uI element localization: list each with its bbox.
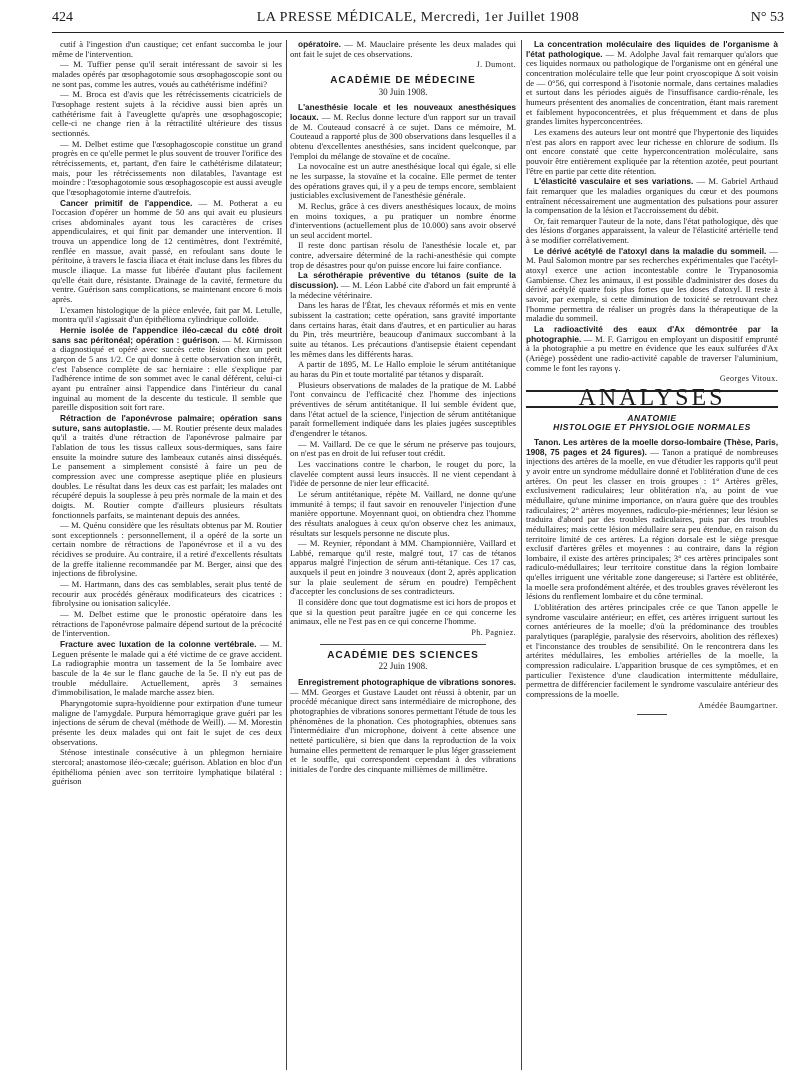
paragraph: A partir de 1895, M. Le Hallo emploie le sérum antitétanique au haras du Pin et toute mortalité par tétanos y disparaît.: [290, 359, 516, 379]
paragraph: [526, 438, 778, 602]
signature-dumont: J. Dumont.: [476, 60, 516, 70]
paragraph-body: — M. Paul Salomon montre par ses recherches expérimentales que l'acétyl-atoxyl exerce une action incontestable contre le Trypanosomia Gambiense. Chez les animaux, il est possible d'administrer des doses du dérivé acétylé quatre fois plus fortes que les doses d'atoxyl. Il reste à savoir, par exemple, si cette diminution de toxicité se retrouvant chez l'homme permettra de réaliser un progrès dans la thérapeutique de la maladie du sommeil.: [526, 245, 778, 324]
paragraph-body: — MM. Georges et Gustave Laudet ont réussi à obtenir, par un procédé mécanique direct sans intermédiaire de microphone, des photographies de vibrations sonores permettant l'étude de tous les phénomènes de la phonation. Ces photographies, obtenues sans l'intermédiaire d'un microphone, doivent à cette absence une netteté particulière, si bien que dans la reproduction de la voix humaine elles permettent de remarquer le plus léger grasseiement et le souffle, qui correspondent cependant à des vibrations initiales de l'ordre des cinquante millièmes de millimètre.: [290, 686, 516, 774]
paragraph: Dans les haras de l'État, les chevaux réformés et mis en vente subissent la castration; cette opération, sans gravité importante dans certains haras, était dans d'autres, et en particulier au haras du Pin, très meurtrière, beaucoup d'animaux succombant à la suite au tétanos. Les précautions d'antisepsie étaient cependant les mêmes dans les différents haras.: [290, 300, 516, 359]
paragraph-heading: La sérothérapie préventive du tétanos (suite de la discussion).: [290, 270, 516, 291]
paragraph: — M. Delbet estime que le pronostic opératoire dans les rétractions de l'aponévrose palmaire dépend surtout de la précocité de l'intervention.: [52, 609, 282, 639]
paragraph: [52, 326, 282, 413]
paragraph-heading: Enregistrement photographique de vibrations sonores.: [298, 677, 516, 688]
paragraph: [290, 678, 516, 775]
analyses-paragraphs: [526, 438, 778, 700]
signature-vitoux: Georges Vitoux.: [719, 374, 778, 384]
paragraph: [526, 40, 778, 127]
paragraph-body: — M. Léon Labbé cite d'abord un fait emprunté à la médecine vétérinaire.: [290, 280, 516, 300]
paragraph-heading: Cancer primitif de l'appendice.: [60, 197, 193, 208]
paragraph: La novocaïne est un autre anesthésique local qui égale, si elle ne les surpasse, la stovaïne et la cocaïne. Elle permet de tenter des opérations graves qui, il y a peu de temps encore, semblaient justiciables exclusivement de l'anesthésie générale.: [290, 161, 516, 201]
paragraph: Il considère donc que tout dogmatisme est ici hors de propos et que si la question peut paraître jugée en ce qui concerne les animaux, elle ne l'est pas en ce qui concerne l'homme.: [290, 597, 516, 627]
paragraph: M. Reclus, grâce à ces divers anesthésiques locaux, de moins en moins toxiques, a pu pratiquer un nombre énorme d'interventions (actuellement plus de 10.000) sans avoir observé un seul accident mortel.: [290, 200, 516, 240]
paragraph-body: — M. Routier présente deux malades qu'il a traités d'une rétraction de l'aponévrose palmaire par l'ablation de tous les tissus calleux sous-dermiques, sans faire ensuite la moindre suture des lambeaux cutanés ainsi disséqués. Le pansement a simplement consisté à faire un peu de compression avec une compresse aseptique pliée en plusieurs doubles. Le résultat dans les deux cas est parfait; les malades ont récupéré depuis la souplesse à peu près normale de la main et des doigts. M. Routier compte d'ailleurs plusieurs résultats fonctionnels parfaits, se maintenant depuis des années.: [52, 422, 282, 520]
paragraph: [526, 325, 778, 373]
paragraph-heading: La concentration moléculaire des liquides de l'organisme à l'état pathologique.: [526, 40, 778, 59]
paragraph-body: — Tanon a pratiqué de nombreuses injections des artères de la moelle, en vue d'étudier les rapports qu'il peut y avoir entre un syndrome médullaire donné et l'oblitération d'une de ces artères. On peut les classer en trois groupes : 1° Artères grêles, exclusivement radiculaires; leur oblitération n'a, au point de vue médullaire, qu'une minime importance, on n'aura guère que des troubles radiculaires; 2° artères moyennes, radiculo-pie-mériennes; leur lésion se traduira d'abord par des troubles radiculaires, puis par des troubles médullaires; mais cette lésion médullaire sera peu étendue, en raison du territoire limité de ces artères. La région dorsale est le siège presque exclusif d'artères grêles et moyennes : au contraire, dans la région lombaire, il existe des artères principales; 3° ces artères principales sont radiculo-médullaires; leur territoire constitue dans la région lombaire qu'elles irriguent une véritable zone dangereuse; si l'artère est oblitérée, la moelle sera profondément altérée, et des troubles graves révèleront les lésions du renflement lombaire et du cône terminal.: [526, 446, 778, 602]
anatomie-heading: ANATOMIE: [627, 412, 677, 423]
paragraph-body: — M. Kirmisson a diagnostiqué et opéré avec succès cette lésion chez un petit garçon de 5 ans 1/2. Ce qui donne à cette observation son intérêt, c'est l'absence complète de sac herniaire : elle s'explique par l'adhérence intime de son sommet avec le canal déférent, celui-ci ayant pu entraîner ainsi l'appendice dans l'intérieur du canal inguinal au moment de la descente du testicule. Il semble que pareille disposition soit fort rare.: [52, 334, 282, 413]
paragraph-heading: L'élasticité vasculaire et ses variations.: [534, 176, 694, 187]
histologie-heading: HISTOLOGIE ET PHYSIOLOGIE NORMALES: [553, 422, 751, 433]
paragraph-body: — M. F. Garrigou en employant un dispositif emprunté à la photographie a pu mettre en évidence que les eaux sulfurées d'Ax (Ariège) possèdent une radio-activité capable de traverser l'aluminium, comme le font les rayons γ.: [526, 333, 778, 373]
column-2: [290, 40, 516, 1070]
paragraph: — M. Delbet estime que l'œsophagoscopie constitue un grand progrès en ce qu'elle permet le plus souvent de trouver l'orifice des rétrécissements, et, partant, d'en faire le cathétérisme dilatateur; mais, pour les rétrécissements non dilatables, l'avantage est moindre : l'œsophagotomie sous œsophagoscopie est aussi aveugle que l'œsophagotomie interne d'autrefois.: [52, 138, 282, 197]
signature-pagniez: Ph. Pagniez.: [471, 628, 516, 638]
analyses-heading: ANALYSES: [526, 390, 778, 408]
column-divider-1: [286, 40, 287, 1070]
paragraph: L'examen histologique de la pièce enlevée, fait par M. Letulle, montra qu'il s'agissait d'un épithélioma cylindrique colloïde.: [52, 304, 282, 325]
page-number: 424: [52, 10, 73, 25]
paragraph-body: — M. Leguen présente le malade qui a été victime de ce grave accident. La radiographie montra un tassement de la 5e lombaire avec bascule de la 4e sur le flanc gauche de la 5e. Il n'y eut pas de trouble médullaire. Actuellement, après 3 semaines d'immobilisation, le malade marche assez bien.: [52, 639, 282, 698]
paragraph: Plusieurs observations de malades de la pratique de M. Labbé l'ont convaincu de l'efficacité chez l'homme des injections préventives de sérum antitétanique. Il lui semble évident que, dans l'état actuel de la science, l'injection de sérum antitétanique paraît formellement indiquée dans les plaies jugées susceptibles d'engendrer le tétanos.: [290, 379, 516, 438]
paragraph: Les examens des auteurs leur ont montré que l'hypertonie des liquides n'est pas alors en rapport avec leur richesse en chlorure de sodium. Ils ont encore constaté que cette hyperconcentration moléculaire, sans pouvoir être entièrement expliquée par la rétention azotée, peut pourtant l'être en partie par cette dite rétention.: [526, 126, 778, 176]
paragraph: — M. Quénu considère que les résultats obtenus par M. Routier sont exceptionnels : personnellement, il a opéré de la sorte un certain nombre de rétractions de l'aponévrose et il a vu des récidives se produire. Au contraire, il a retiré d'excellents résultats de la greffe italienne recommandée par M. Berger, ainsi que des injections de fibrolysine.: [52, 520, 282, 579]
paragraph: Le sérum antitétanique, répète M. Vaillard, ne donne qu'une immunité à temps; il faut savoir en renouveler l'injection d'une manière opportune. Moyennant quoi, on obtiendra chez l'homme des résultats analogues à ceux qu'on observe chez les animaux, résultats sur lesquels personne ne discute plus.: [290, 488, 516, 538]
paragraph-heading: Rétraction de l'aponévrose palmaire; opération sans suture, sans autoplastie.: [52, 412, 282, 433]
page-header: [52, 8, 784, 33]
paragraph: L'oblitération des artères principales crée ce que Tanon appelle le syndrome vasculaire antérieur; en effet, ces artères irriguent surtout les cornes antérieures de la moelle; d'où la prédominance des troubles paralytiques (paraplégie, paralysie des réservoirs, abolition des réflexes) et l'inconstance des troubles de sensibilité. On le rencontrera dans les artérites médullaires, les embolies artérielles de la moelle, la compression radiculaire. L'apparition brusque de ces symptômes, et en particulier l'existence d'une claudication intermittente médullaire, permettra de différencier facilement le syndrome vasculaire antérieur des compressions de la moelle.: [526, 602, 778, 699]
paragraph: Pharyngotomie supra-hyoïdienne pour extirpation d'une tumeur maligne de l'amygdale. Purpura hémorragique grave guéri par les injections de sérum de cheval (méthode de Weill). — M. Morestin présente les deux malades qui ont fait le sujet de ces deux observations.: [52, 697, 282, 747]
paragraph: Or, fait remarquer l'auteur de la note, dans l'état pathologique, dès que des lésions d'organes apparaissent, la valeur de l'élasticité artérielle tend à se modifier corrélativement.: [526, 215, 778, 246]
paragraph: [526, 177, 778, 216]
paragraph: [52, 414, 282, 520]
paragraph: — M. Reynier, répondant à MM. Championnière, Vaillard et Labbé, remarque qu'il reste, malgré tout, 17 cas de tétanos apparus malgré l'injection de sérum anti-tétanique. Ces 17 cas, auxquels il peut en joindre 3 nouveaux (dont 2, après application sur la plaie seulement de sérum en poudre) l'empêchent d'accepter les conclusions de ses contradicteurs.: [290, 538, 516, 597]
academie-medecine-paragraphs: [290, 103, 516, 627]
paragraph: — M. Hartmann, dans des cas semblables, serait plus tenté de recourir aux procédés généraux modificateurs des cicatrices : fibrolysine ou ionisation salicylée.: [52, 579, 282, 609]
paragraph: [52, 640, 282, 698]
paragraph: Il reste donc partisan résolu de l'anesthésie locale et, par contre, adversaire déterminé de la rachi-anesthésie qui compte trop de désastres pour qu'on puisse encore lui faire confiance.: [290, 240, 516, 270]
paragraph: [290, 271, 516, 300]
column-1-paragraphs: [52, 40, 282, 787]
column-3-paragraphs: [526, 40, 778, 373]
paragraph-body: — M. Reclus donne lecture d'un rapport sur un travail de M. Couteaud consacré à ce sujet. Dans ce mémoire, M. Couteaud a rapporté plus de 300 observations dans lesquelles il a obtenu d'excellentes anesthésies, sans incident quelconque, par l'emploi du mélange de stovaïne et de cocaïne.: [290, 111, 516, 161]
paragraph-heading: La radioactivité des eaux d'Ax démontrée par la photographie.: [526, 324, 778, 344]
date-academie-medecine: 30 Juin 1908.: [378, 86, 428, 97]
paragraph-heading: Fracture avec luxation de la colonne vertébrale.: [60, 639, 257, 650]
column-1: [52, 40, 282, 1040]
paragraph-body: — M. Potherat a eu l'occasion d'opérer un homme de 50 ans qui avait eu plusieurs crises abdominales ayant tous les caractères de crises appendiculaires, et qui finit par demander une intervention. Il trouva un appendice long de 12 centimètres, dont l'extrémité, renflée en massue, avait passé, en refoulant sans doute le péritoine, à travers le fascia iliaca et était incluse dans les fibres du muscle iliaque. La masse fut libérée d'autant plus facilement qu'elle était dure, résistante. Drainage de la cavité, fermeture du ventre. Guérison sans complications, se maintenant encore 6 mois après.: [52, 197, 282, 305]
paragraph-heading: L'anesthésie locale et les nouveaux anesthésiques locaux.: [290, 102, 516, 122]
paragraph: [290, 103, 516, 161]
journal-title: LA PRESSE MÉDICALE, Mercredi, 1er Juillet 1908: [256, 10, 580, 25]
paragraph-heading: Le dérivé acétylé de l'atoxyl dans la maladie du sommeil.: [534, 245, 767, 256]
paragraph-body: — M. Mauclaire présente les deux malades qui ont fait le sujet de ces observations.: [290, 40, 516, 59]
issue-number: N° 53: [750, 10, 784, 25]
paragraph: — M. Vaillard. De ce que le sérum ne préserve pas toujours, on n'est pas en droit de lui refuser tout crédit.: [290, 438, 516, 459]
signature-baumgartner: Amédée Baumgartner.: [698, 700, 778, 710]
end-rule: [637, 714, 667, 715]
section-academie-medecine: ACADÉMIE DE MÉDECINE: [330, 74, 476, 86]
date-academie-sciences: 22 Juin 1908.: [378, 661, 428, 672]
academie-sciences-paragraphs: [290, 678, 516, 775]
paragraph: Les vaccinations contre le charbon, le rouget du porc, la clavelée comptent aussi leurs insuccès. Il ne vient cependant à l'idée de personne de nier leur efficacité.: [290, 458, 516, 489]
paragraph: Sténose intestinale consécutive à un phlegmon herniaire stercoral; anastomose iléo-cæcale; guérison. Ablation en bloc d'un épithélioma pénien avec son territoire lymphatique bilatéral : guérison: [52, 747, 282, 787]
paragraph: cutif à l'ingestion d'un caustique; cet enfant succomba le jour même de l'intervention.: [52, 40, 282, 59]
paragraph-body: — M. Gabriel Arthaud fait remarquer que les maladies organiques du cœur et des poumons entraînent nécessairement une augmentation des pulsations pour assurer la compensation de la lésion et l'accroissement du débit.: [526, 176, 778, 216]
paragraph: [526, 247, 778, 324]
paragraph: — M. Tuffier pense qu'il serait intéressant de savoir si les malades opérés par œsophagotomie sous œsophagoscopie sont ou ne sont pas, comme les autres, voués au cathétérisme indéfini?: [52, 59, 282, 89]
paragraph-heading: Tanon. Les artères de la moelle dorso-lombaire (Thèse, Paris, 1908, 75 pages et 24 figures).: [526, 436, 778, 457]
paragraph-body: — M. Adolphe Javal fait remarquer qu'alors que ces liquides normaux ou pathologique de l'organisme ont en général une concentration moléculaire telle que leur point cryoscopique Δ soit voisin de — 0°56, qui correspond à l'isotonie normale, dans certaines maladies et surtout dans les périodes aiguës de l'insuffisance cardio-rénale, les humeurs présentent des anomalies de concentration, étant mais rarement et faiblement hypoconcentrées, et plus fréquemment et dans de plus grandes limites hyperconcentrées.: [526, 48, 778, 127]
paragraph: — M. Broca est d'avis que les rétrécissements cicatriciels de l'œsophage restent sujets à la récidive aussi bien après un cathétérisme fait à l'aveuglette qu'après une œsophagoscopie; celle-ci ne change rien à la rétractilité ultérieure des tissus sectionnés.: [52, 89, 282, 138]
column-3: [526, 40, 778, 1070]
paragraph-heading: opératoire.: [298, 40, 341, 49]
section-divider: [320, 644, 486, 645]
paragraph-heading: Hernie isolée de l'appendice iléo-cæcal du côté droit sans sac péritonéal; opération : guérison.: [52, 325, 282, 345]
column-2-top-paragraphs: [290, 40, 516, 59]
paragraph: [290, 40, 516, 59]
column-divider-2: [521, 40, 522, 1070]
paragraph: [52, 199, 282, 305]
section-academie-sciences: ACADÉMIE DES SCIENCES: [327, 649, 479, 661]
